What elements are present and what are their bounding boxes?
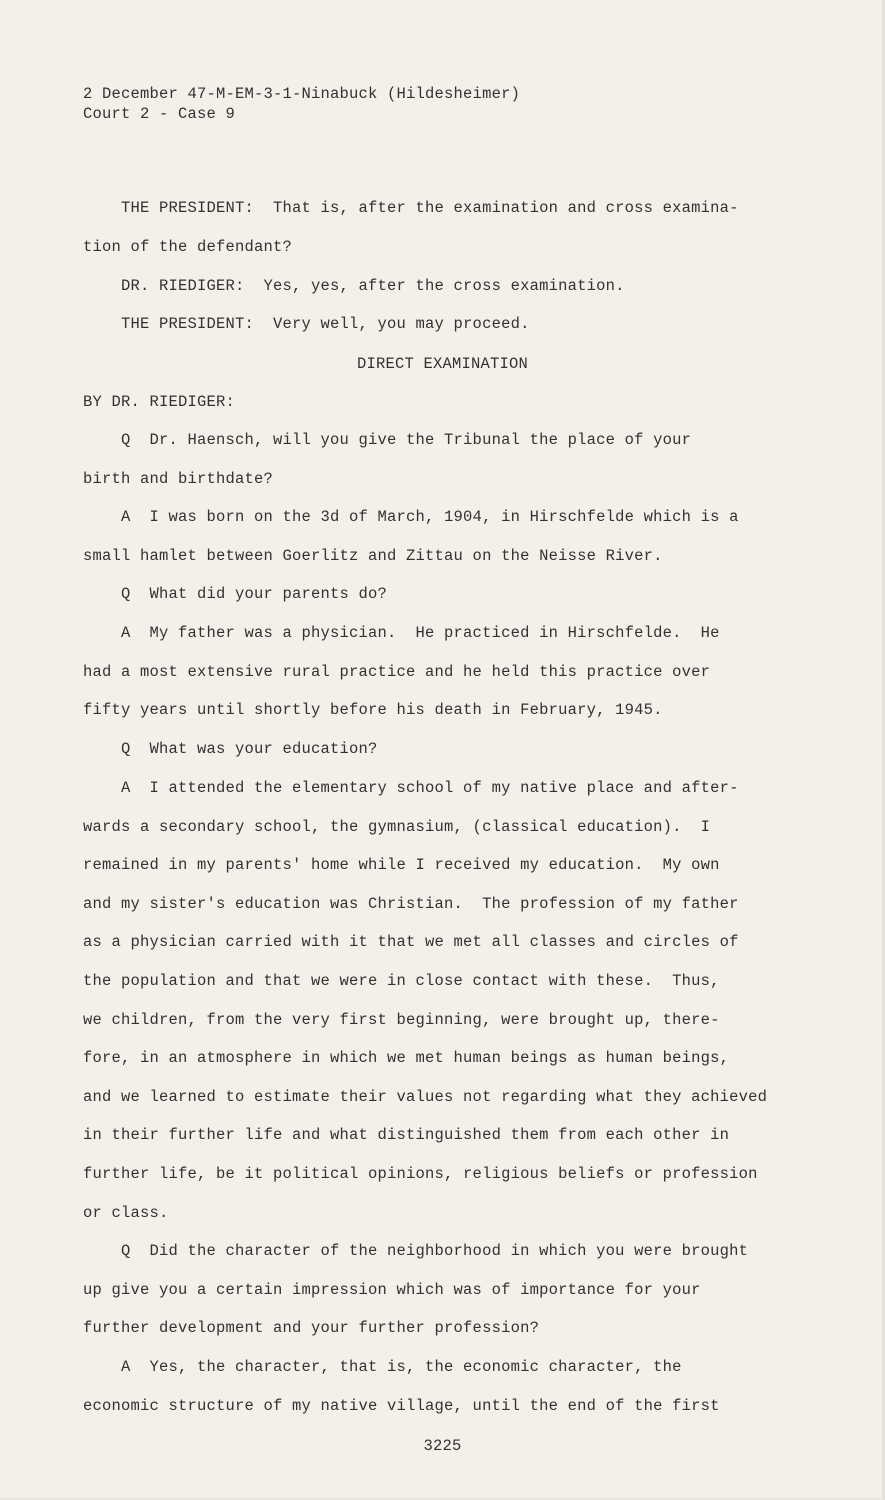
examiner-line: BY DR. RIEDIGER: <box>83 393 236 411</box>
answer-parents: A My father was a physician. He practiced in Hirschfelde. He had a most extensive rural practice and he held this practice over fifty years until shortly before his death in February, 1945. <box>83 624 720 720</box>
header-line-2: Court 2 - Case 9 <box>83 105 236 123</box>
president-proceed: THE PRESIDENT: Very well, you may proceed. <box>83 315 530 333</box>
answer-neighborhood: A Yes, the character, that is, the economic character, the economic structure of my native village, until the end of the first <box>83 1358 720 1415</box>
president-remark: THE PRESIDENT: That is, after the examination and cross examina- tion of the defendant? <box>83 199 739 256</box>
answer-birth: A I was born on the 3d of March, 1904, in Hirschfelde which is a small hamlet between Goerlitz and Zittau on the Neisse River. <box>83 508 739 565</box>
section-heading: DIRECT EXAMINATION <box>356 355 529 373</box>
question-education: Q What was your education? <box>83 740 378 758</box>
question-parents: Q What did your parents do? <box>83 585 388 603</box>
question-neighborhood: Q Did the character of the neighborhood in which you were brought up give you a certain impression which was of importance for your further development and your further profession? <box>83 1242 749 1338</box>
riediger-reply: DR. RIEDIGER: Yes, yes, after the cross examination. <box>83 277 625 295</box>
page-number: 3225 <box>423 1437 462 1455</box>
question-birth: Q Dr. Haensch, will you give the Tribunal the place of your birth and birthdate? <box>83 431 692 488</box>
header-line-1: 2 December 47-M-EM-3-1-Ninabuck (Hildesheimer) <box>83 85 521 103</box>
answer-education: A I attended the elementary school of my native place and after- wards a secondary school, the gymnasium, (classical education). I remained in my parents' home while I received my education. My own and my sister's education was Christian. The profession of my father as a physician carried with it that we met all classes and circles of the population and that we were in close contact with these. Thus, we children, from the very first beginning, were brought up, there- fore, in an atmosphere in which we met human beings as human beings, and we learned to estimate their values not regarding what they achieved in their further life and what distinguished them from each other in further life, be it political opinions, religious beliefs or profession or class. <box>83 779 768 1222</box>
